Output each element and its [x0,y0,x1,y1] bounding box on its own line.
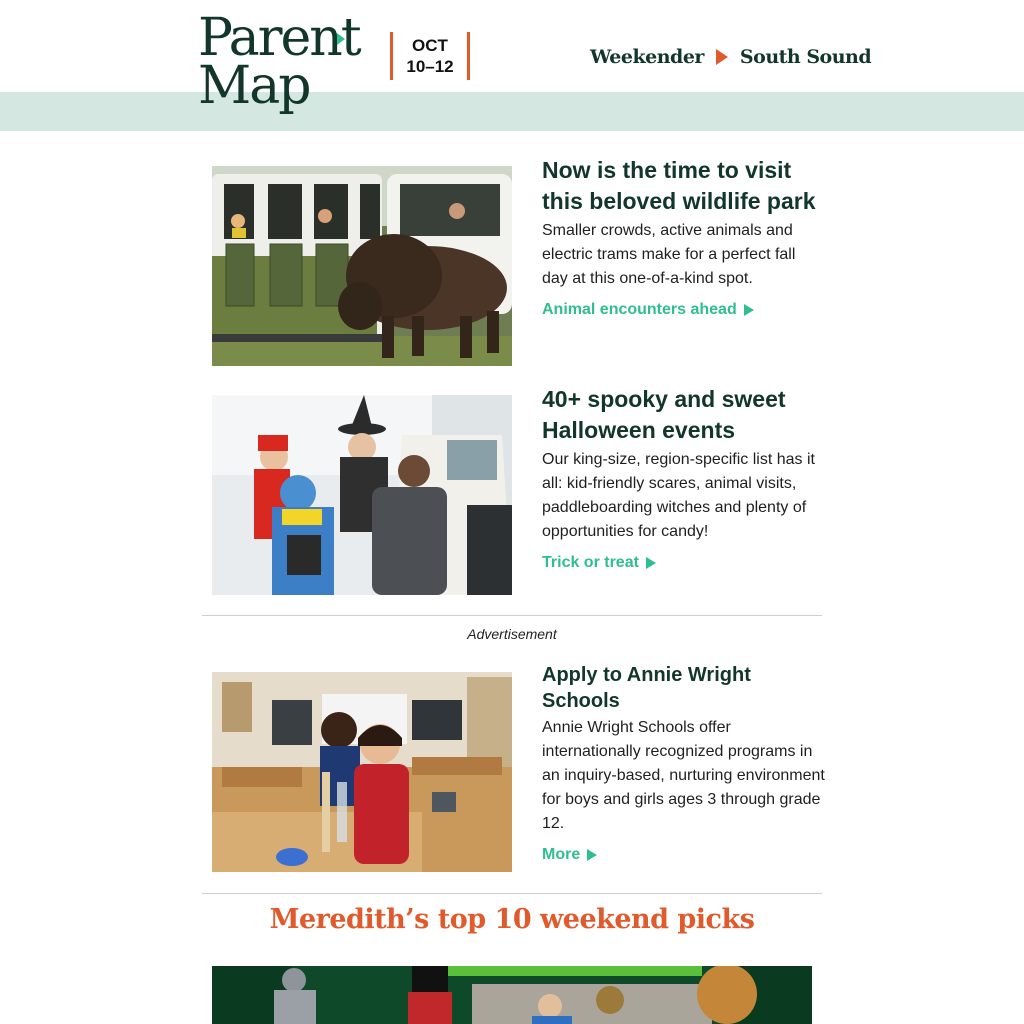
edition-weekender: Weekender [590,46,704,68]
story-title[interactable]: 40+ spooky and sweet Halloween events [542,386,786,443]
ad-title[interactable]: Apply to Annie Wright Schools [542,664,751,712]
story-halloween [212,386,824,595]
logo-triangle-icon [337,33,345,45]
halloween-photo[interactable] [212,395,512,595]
story-description: Smaller crowds, active animals and electric trams make for a perfect fall day at this one-of-a-kind spot. [542,222,796,287]
newsletter-header [0,0,1024,131]
wildlife-park-photo[interactable] [212,166,512,366]
classroom-photo[interactable] [212,672,512,872]
arrow-right-icon [646,557,656,569]
date-month: OCT [412,36,448,55]
date-badge [390,32,470,80]
parentmap-logo[interactable] [198,8,360,122]
arrow-right-icon [744,304,754,316]
play-triangle-icon [716,49,728,65]
trick-or-treat-link[interactable] [542,554,656,572]
arrow-right-icon [587,849,597,861]
weekend-picks-heading: Meredith’s top 10 weekend picks [269,904,755,935]
ad-description: Annie Wright Schools offer internationally recognized programs in an inquiry-based, nurturing environment for boys and girls ages 3 through grade 12. [542,719,825,832]
ad-annie-wright-text [542,662,824,864]
edition-label [590,44,871,70]
story-wildlife-text [542,155,824,319]
ad-annie-wright [212,664,825,872]
story-description: Our king-size, region-specific list has it all: kid-friendly scares, animal visits, paddleboarding witches and plenty of opportunities for candy! [542,451,815,540]
animal-encounters-link[interactable] [542,301,754,319]
story-wildlife-park [212,157,824,366]
weekend-picks-photo[interactable] [212,966,812,1024]
divider [202,615,822,616]
story-halloween-text [542,384,824,572]
date-range: 10–12 [406,57,454,76]
story-title[interactable]: Now is the time to visit this beloved wildlife park [542,157,816,214]
divider [202,893,822,894]
link-label: More [542,846,581,863]
advertisement-label: Advertisement [467,626,557,642]
link-label: Trick or treat [542,554,639,571]
edition-region: South Sound [739,46,872,68]
more-link[interactable] [542,846,597,864]
link-label: Animal encounters ahead [542,301,737,318]
logo-word-parent: Parent [198,8,360,68]
logo-word-map: Map [198,56,310,116]
